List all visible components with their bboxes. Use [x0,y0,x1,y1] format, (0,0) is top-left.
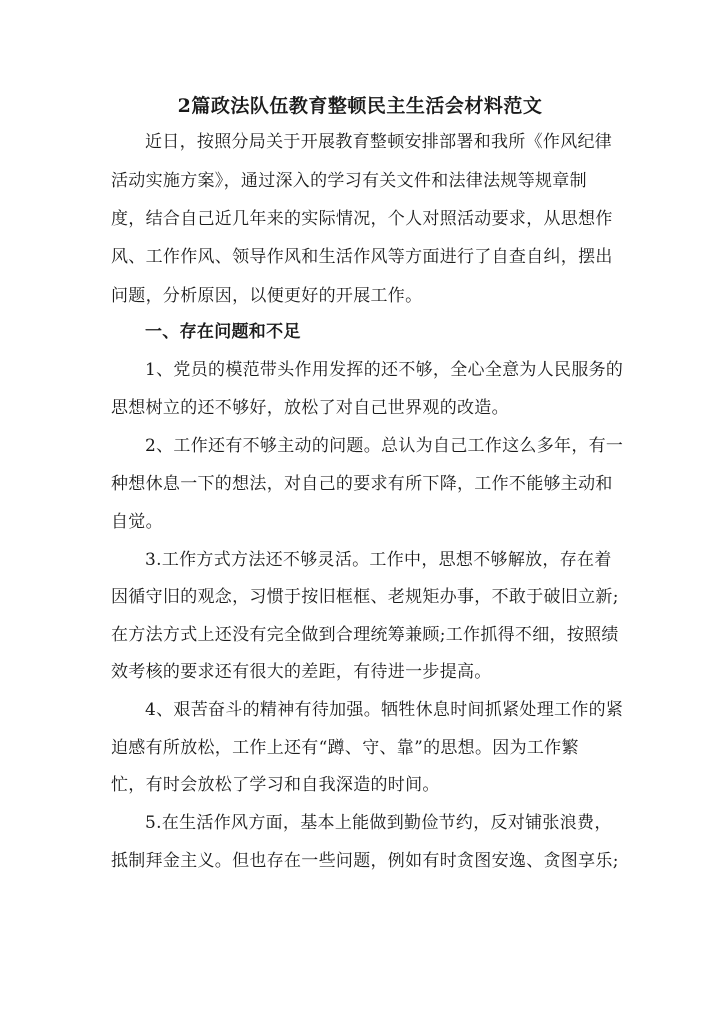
text-line: 1、党员的模范带头作用发挥的还不够，全心全意为人民服务的 [145,360,624,380]
text-line: 抵制拜金主义。但也存在一些问题，例如有时贪图安逸、贪图享乐; [111,851,619,871]
text-line: 度，结合自己近几年来的实际情况，个人对照活动要求，从思想作 [111,209,613,229]
text-line: 在方法方式上还没有完全做到合理统筹兼顾;工作抓得不细，按照绩 [111,625,619,645]
text-line: 自觉。 [111,512,163,532]
text-line: 种想休息一下的想法，对自己的要求有所下降，工作不能够主动和 [111,474,613,494]
text-line: 效考核的要求还有很大的差距，有待进一步提高。 [111,662,492,682]
text-line: 3.工作方式方法还不够灵活。工作中，思想不够解放，存在着 [145,550,612,570]
text-line: 活动实施方案》，通过深入的学习有关文件和法律法规等规章制 [111,171,587,191]
text-line: 问题，分析原因，以便更好的开展工作。 [111,286,423,306]
text-line: 迫感有所放松，工作上还有“蹲、守、靠”的思想。因为工作繁 [111,738,579,758]
text-line: 因循守旧的观念，习惯于按旧框框、老规矩办事，不敢于破旧立新; [111,587,619,607]
text-line: 近日，按照分局关于开展教育整顿安排部署和我所《作风纪律 [145,132,613,152]
document-title: 2篇政法队伍教育整顿民主生活会材料范文 [177,95,543,117]
section-heading: 一、存在问题和不足 [145,322,301,342]
text-line: 忙，有时会放松了学习和自我深造的时间。 [111,775,440,795]
text-line: 思想树立的还不够好，放松了对自己世界观的改造。 [111,398,509,418]
text-line: 4、艰苦奋斗的精神有待加强。牺牲休息时间抓紧处理工作的紧 [145,700,624,720]
text-line: 风、工作作风、领导作风和生活作风等方面进行了自查自纠，摆出 [111,247,613,267]
text-line: 5.在生活作风方面，基本上能做到勤俭节约，反对铺张浪费， [145,813,612,833]
text-line: 2、工作还有不够主动的问题。总认为自己工作这么多年，有一 [145,436,624,456]
